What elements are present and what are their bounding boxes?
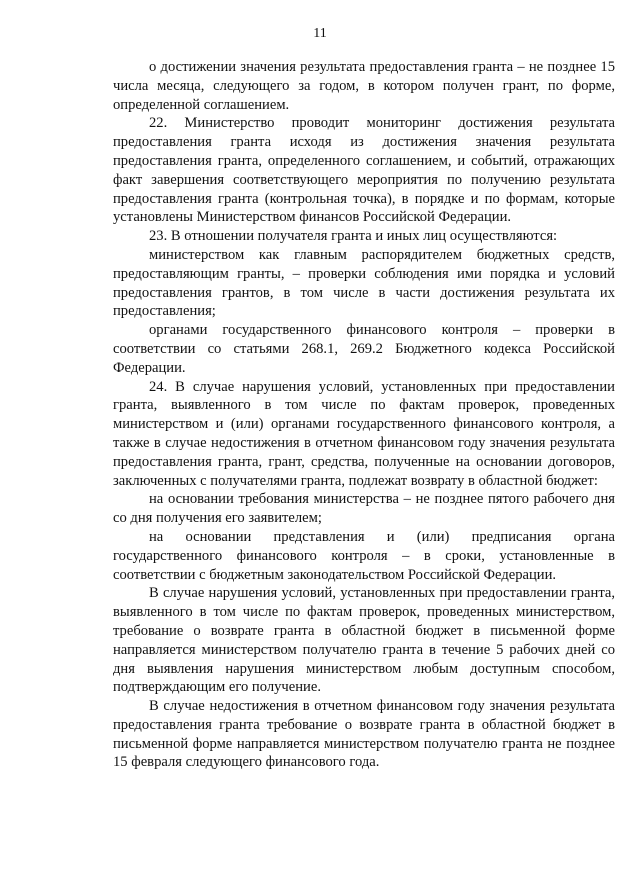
page-number: 11: [313, 26, 327, 41]
paragraph-24-grant-return: 24. В случае нарушения условий, установленных при предоставлении гранта, выявленного в том числе по фактам проверок, проведенных министерством и (или) органами государственного финансового контроля, а также в случае недостижения в отчетном финансовом году значения результата предоставления гранта, грант, средства, полученные на основании договоров, заключенных с получателями гранта, подлежат возврату в областной бюджет:: [113, 378, 615, 489]
paragraph-control-body-order: на основании представления и (или) предписания органа государственного финансового контроля – в сроки, установленные в соответствии с бюджетным законодательством Российской Федерации.: [113, 528, 615, 583]
paragraph-grant-result-report-deadline: о достижении значения результата предоставления гранта – не позднее 15 числа месяца, следующего за годом, в котором получен грант, по форме, определенной соглашением.: [113, 59, 615, 113]
paragraph-22-monitoring: 22. Министерство проводит мониторинг достижения результата предоставления гранта исходя из достижения значения результата предоставления гранта, определенного соглашением, и событий, отражающих факт завершения соответствующего мероприятия по получению результата предоставления гранта (контрольная точка), в порядке и по формам, которые установлены Министерством финансов Российской Федерации.: [113, 115, 615, 226]
paragraph-ministry-inspections: министерством как главным распорядителем бюджетных средств, предоставляющим гранты, – проверки соблюдения ими порядка и условий предоставления грантов, в том числе в части достижения результата их предоставления;: [113, 246, 615, 320]
paragraph-non-achievement-return-demand: В случае недостижения в отчетном финансовом году значения результата предоставления гранта требование о возврате гранта в областной бюджет в письменной форме направляется министерством получателю гранта не позднее 15 февраля следующего финансового года.: [113, 698, 615, 771]
document-body: [113, 58, 615, 772]
paragraph-23-inspections: 23. В отношении получателя гранта и иных лиц осуществляются:: [149, 228, 558, 245]
paragraph-financial-control-inspections: органами государственного финансового контроля – проверки в соответствии со статьями 268.1, 269.2 Бюджетного кодекса Российской Федерации.: [113, 322, 615, 376]
paragraph-violation-return-demand: В случае нарушения условий, установленных при предоставлении гранта, выявленного в том числе по фактам проверок, проведенных министерством, требование о возврате гранта в областной бюджет в письменной форме направляется министерством получателю гранта в течение 5 рабочих дней со дня выявления нарушения министерством любым доступным способом, подтверждающим его получение.: [113, 585, 615, 696]
paragraph-ministry-requirement: на основании требования министерства – не позднее пятого рабочего дня со дня получения его заявителем;: [113, 491, 615, 527]
